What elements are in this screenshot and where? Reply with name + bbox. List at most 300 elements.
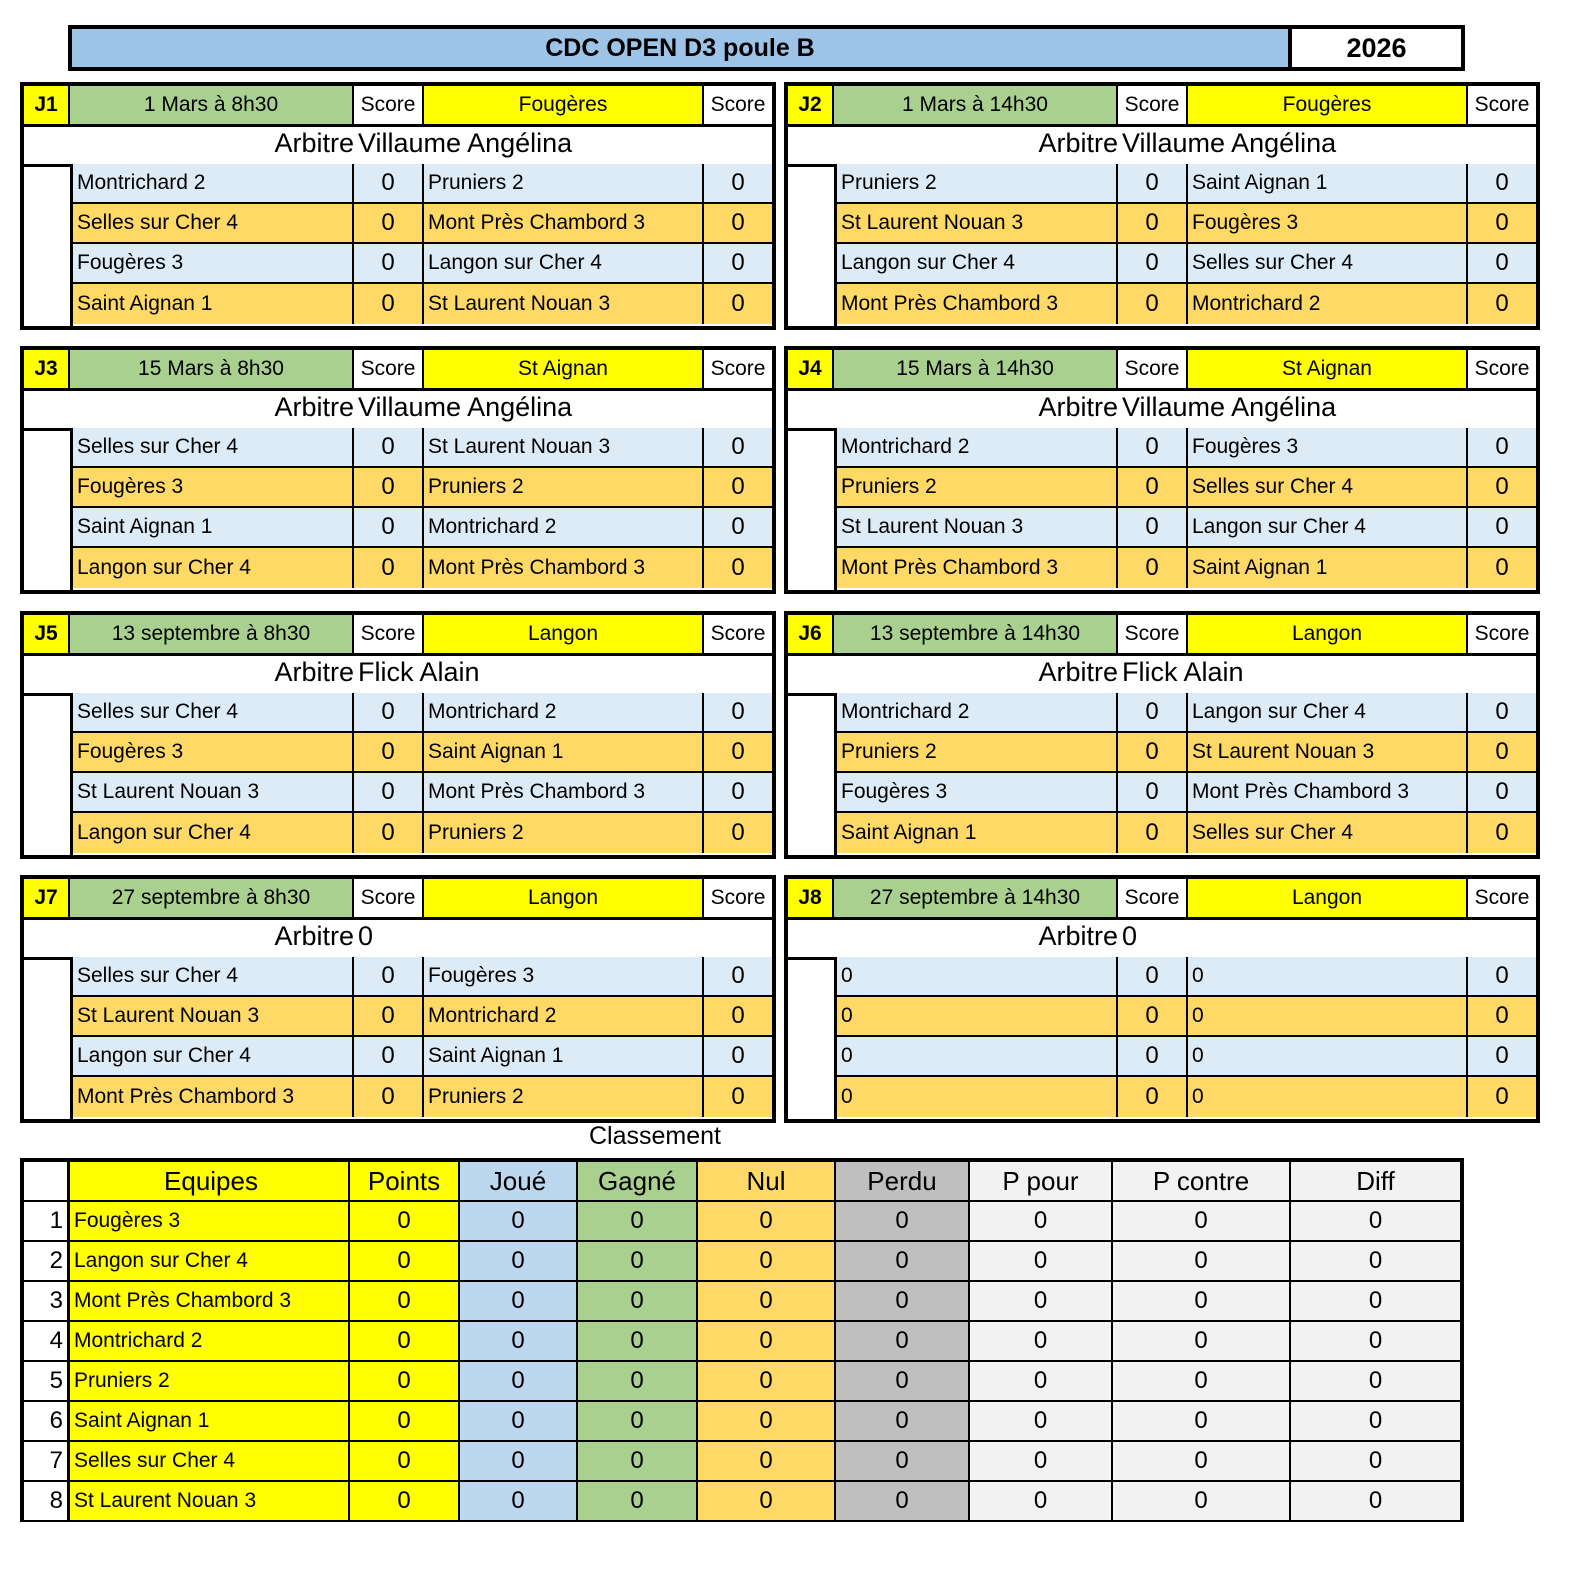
ranking-header-8: P contre: [1113, 1162, 1291, 1200]
ranking-team: Montrichard 2: [70, 1322, 350, 1360]
ranking-header-7: P pour: [970, 1162, 1113, 1200]
ranking-value: 0: [350, 1402, 460, 1440]
match-day-number: J3: [24, 350, 70, 388]
home-team: St Laurent Nouan 3: [73, 773, 354, 811]
ranking-value: 0: [1113, 1202, 1291, 1240]
ranking-value: 0: [460, 1322, 578, 1360]
ranking-value: 0: [460, 1202, 578, 1240]
ranking-value: 0: [578, 1362, 698, 1400]
away-team: Selles sur Cher 4: [1188, 813, 1468, 853]
match-row: [837, 244, 1536, 284]
match-day-date: 27 septembre à 8h30: [70, 879, 354, 917]
home-score[interactable]: 0: [354, 204, 424, 242]
away-team: 0: [1188, 957, 1468, 995]
match-row: [73, 468, 772, 508]
match-row: [837, 204, 1536, 244]
score-header: Score: [1468, 615, 1536, 653]
away-score[interactable]: 0: [1495, 778, 1509, 805]
match-day-date: 15 Mars à 8h30: [70, 350, 354, 388]
away-score[interactable]: 0: [731, 698, 745, 725]
match-day-number: J4: [788, 350, 834, 388]
referee-name: Flick Alain: [1122, 657, 1244, 687]
score-header: Score: [354, 86, 424, 124]
home-score[interactable]: 0: [354, 997, 424, 1035]
home-team: Pruniers 2: [837, 733, 1118, 771]
match-row: [73, 244, 772, 284]
ranking-value: 0: [970, 1402, 1113, 1440]
home-score[interactable]: 0: [1118, 204, 1188, 242]
referee-name: Villaume Angélina: [1122, 128, 1337, 158]
away-team: Langon sur Cher 4: [424, 244, 704, 282]
ranking-row: [24, 1402, 1460, 1442]
home-team: Selles sur Cher 4: [73, 204, 354, 242]
ranking-value: 0: [698, 1322, 836, 1360]
ranking-value: 0: [970, 1202, 1113, 1240]
score-header: Score: [354, 350, 424, 388]
score-header: Score: [704, 86, 772, 124]
ranking-team: Selles sur Cher 4: [70, 1442, 350, 1480]
away-score[interactable]: 0: [731, 1083, 745, 1110]
home-team: Fougères 3: [73, 244, 354, 282]
match-row: [73, 204, 772, 244]
home-score[interactable]: 0: [354, 693, 424, 731]
score-header: Score: [1118, 879, 1188, 917]
match-row: [837, 773, 1536, 813]
match-row: [73, 813, 772, 853]
away-team: Fougères 3: [1188, 204, 1468, 242]
ranking-value: 0: [1291, 1282, 1460, 1320]
away-score[interactable]: 0: [731, 169, 745, 196]
ranking-value: 0: [836, 1402, 970, 1440]
away-score[interactable]: 0: [1495, 249, 1509, 276]
away-score[interactable]: 0: [1495, 819, 1509, 846]
ranking-header-5: Nul: [698, 1162, 836, 1200]
away-team: Pruniers 2: [424, 468, 704, 506]
ranking-value: 0: [836, 1202, 970, 1240]
year-label: 2026: [1292, 25, 1465, 71]
home-score[interactable]: 0: [354, 957, 424, 995]
match-day-date: 13 septembre à 14h30: [834, 615, 1118, 653]
ranking-position: 1: [24, 1202, 70, 1240]
referee-label: Arbitre: [274, 128, 354, 158]
home-team: Montrichard 2: [837, 428, 1118, 466]
home-score[interactable]: 0: [1118, 957, 1188, 995]
ranking-value: 0: [970, 1322, 1113, 1360]
match-row: [837, 164, 1536, 204]
match-day-number: J5: [24, 615, 70, 653]
ranking-team: Saint Aignan 1: [70, 1402, 350, 1440]
matches-list: [834, 428, 1536, 590]
referee-row: [788, 653, 1536, 696]
score-header: Score: [1118, 615, 1188, 653]
match-day-header: [24, 86, 772, 127]
match-row: [73, 957, 772, 997]
referee-label: Arbitre: [1038, 392, 1118, 422]
match-row: [837, 428, 1536, 468]
ranking-value: 0: [350, 1242, 460, 1280]
away-score[interactable]: 0: [731, 819, 745, 846]
ranking-row: [24, 1362, 1460, 1402]
home-score[interactable]: 0: [1118, 508, 1188, 546]
home-score[interactable]: 0: [354, 164, 424, 202]
score-header: Score: [704, 615, 772, 653]
away-team: Montrichard 2: [424, 997, 704, 1035]
ranking-team: Pruniers 2: [70, 1362, 350, 1400]
ranking-header-4: Gagné: [578, 1162, 698, 1200]
matches-list: [70, 693, 772, 855]
away-team: Mont Près Chambord 3: [424, 773, 704, 811]
away-score[interactable]: 0: [1495, 513, 1509, 540]
away-team: 0: [1188, 1037, 1468, 1075]
home-team: Montrichard 2: [837, 693, 1118, 731]
away-score[interactable]: 0: [731, 209, 745, 236]
match-day-date: 15 Mars à 14h30: [834, 350, 1118, 388]
match-day-date: 1 Mars à 14h30: [834, 86, 1118, 124]
home-score[interactable]: 0: [1118, 244, 1188, 282]
home-team: Montrichard 2: [73, 164, 354, 202]
referee-name: 0: [358, 921, 374, 951]
match-row: [73, 548, 772, 588]
match-day-j4: [784, 346, 1540, 594]
home-score[interactable]: 0: [1118, 813, 1188, 853]
ranking-value: 0: [460, 1402, 578, 1440]
away-score[interactable]: 0: [1495, 1002, 1509, 1029]
referee-row: [24, 917, 772, 960]
score-header: Score: [354, 615, 424, 653]
ranking-header-9: Diff: [1291, 1162, 1460, 1200]
ranking-value: 0: [350, 1482, 460, 1520]
away-team: Pruniers 2: [424, 813, 704, 853]
match-day-date: 27 septembre à 14h30: [834, 879, 1118, 917]
away-team: Selles sur Cher 4: [1188, 468, 1468, 506]
away-score[interactable]: 0: [731, 249, 745, 276]
ranking-row: [24, 1442, 1460, 1482]
home-team: Saint Aignan 1: [837, 813, 1118, 853]
ranking-row: [24, 1242, 1460, 1282]
home-score[interactable]: 0: [1118, 428, 1188, 466]
away-team: 0: [1188, 997, 1468, 1035]
ranking-value: 0: [698, 1362, 836, 1400]
ranking-position: 5: [24, 1362, 70, 1400]
match-day-j3: [20, 346, 776, 594]
home-score[interactable]: 0: [354, 1037, 424, 1075]
match-day-venue: Fougères: [1188, 86, 1468, 124]
home-team: Fougères 3: [837, 773, 1118, 811]
away-team: Fougères 3: [424, 957, 704, 995]
match-day-venue: Langon: [424, 615, 704, 653]
away-score[interactable]: 0: [731, 778, 745, 805]
ranking-value: 0: [836, 1442, 970, 1480]
ranking-value: 0: [350, 1362, 460, 1400]
match-day-j7: [20, 875, 776, 1123]
ranking-value: 0: [836, 1482, 970, 1520]
ranking-value: 0: [460, 1442, 578, 1480]
ranking-team: Mont Près Chambord 3: [70, 1282, 350, 1320]
ranking-value: 0: [836, 1322, 970, 1360]
match-row: [837, 733, 1536, 773]
home-team: Saint Aignan 1: [73, 508, 354, 546]
away-score[interactable]: 0: [731, 1002, 745, 1029]
match-row: [73, 1077, 772, 1117]
ranking-header-1: Equipes: [70, 1162, 350, 1200]
match-row: [837, 693, 1536, 733]
match-row: [837, 997, 1536, 1037]
ranking-position: 4: [24, 1322, 70, 1360]
ranking-position: 6: [24, 1402, 70, 1440]
ranking-value: 0: [460, 1362, 578, 1400]
home-team: 0: [837, 1037, 1118, 1075]
home-score[interactable]: 0: [354, 284, 424, 324]
away-team: Saint Aignan 1: [1188, 164, 1468, 202]
match-row: [73, 997, 772, 1037]
match-row: [73, 508, 772, 548]
away-score[interactable]: 0: [1495, 554, 1509, 581]
match-day-header: [24, 615, 772, 656]
home-score[interactable]: 0: [1118, 468, 1188, 506]
match-day-number: J8: [788, 879, 834, 917]
ranking-value: 0: [1113, 1362, 1291, 1400]
score-header: Score: [704, 879, 772, 917]
home-score[interactable]: 0: [354, 508, 424, 546]
away-score[interactable]: 0: [1495, 433, 1509, 460]
away-score[interactable]: 0: [1495, 1042, 1509, 1069]
home-team: Saint Aignan 1: [73, 284, 354, 324]
match-day-j6: [784, 611, 1540, 859]
home-score[interactable]: 0: [1118, 733, 1188, 771]
ranking-value: 0: [836, 1282, 970, 1320]
match-day-venue: Langon: [1188, 615, 1468, 653]
score-header: Score: [704, 350, 772, 388]
home-team: Fougères 3: [73, 733, 354, 771]
home-score[interactable]: 0: [1118, 164, 1188, 202]
home-score[interactable]: 0: [354, 548, 424, 588]
ranking-value: 0: [350, 1282, 460, 1320]
away-team: Montrichard 2: [424, 508, 704, 546]
match-day-j5: [20, 611, 776, 859]
away-team: Mont Près Chambord 3: [424, 204, 704, 242]
match-day-venue: Fougères: [424, 86, 704, 124]
match-day-date: 13 septembre à 8h30: [70, 615, 354, 653]
score-header: Score: [1118, 86, 1188, 124]
match-day-venue: Langon: [1188, 879, 1468, 917]
home-team: Langon sur Cher 4: [837, 244, 1118, 282]
away-team: St Laurent Nouan 3: [424, 428, 704, 466]
away-score[interactable]: 0: [1495, 290, 1509, 317]
matches-list: [834, 693, 1536, 855]
away-score[interactable]: 0: [731, 513, 745, 540]
away-score[interactable]: 0: [1495, 738, 1509, 765]
ranking-value: 0: [836, 1362, 970, 1400]
match-row: [837, 508, 1536, 548]
match-day-date: 1 Mars à 8h30: [70, 86, 354, 124]
match-day-number: J7: [24, 879, 70, 917]
match-row: [837, 1077, 1536, 1117]
match-row: [837, 813, 1536, 853]
away-team: St Laurent Nouan 3: [1188, 733, 1468, 771]
home-team: Mont Près Chambord 3: [837, 548, 1118, 588]
referee-name: Villaume Angélina: [358, 128, 573, 158]
ranking-value: 0: [578, 1242, 698, 1280]
ranking-row: [24, 1482, 1460, 1520]
home-team: St Laurent Nouan 3: [73, 997, 354, 1035]
matches-list: [70, 957, 772, 1119]
ranking-value: 0: [350, 1322, 460, 1360]
ranking-value: 0: [578, 1442, 698, 1480]
away-score[interactable]: 0: [731, 1042, 745, 1069]
home-team: 0: [837, 997, 1118, 1035]
match-day-header: [788, 350, 1536, 391]
ranking-value: 0: [460, 1282, 578, 1320]
match-day-venue: St Aignan: [424, 350, 704, 388]
match-day-header: [788, 615, 1536, 656]
ranking-header-3: Joué: [460, 1162, 578, 1200]
ranking-team: St Laurent Nouan 3: [70, 1482, 350, 1520]
match-day-j8: [784, 875, 1540, 1123]
match-row: [73, 164, 772, 204]
home-score[interactable]: 0: [1118, 548, 1188, 588]
referee-label: Arbitre: [274, 392, 354, 422]
home-score[interactable]: 0: [1118, 773, 1188, 811]
referee-name: Villaume Angélina: [1122, 392, 1337, 422]
ranking-header-2: Points: [350, 1162, 460, 1200]
score-header: Score: [1468, 86, 1536, 124]
away-score[interactable]: 0: [731, 554, 745, 581]
home-score[interactable]: 0: [354, 244, 424, 282]
ranking-value: 0: [578, 1322, 698, 1360]
home-team: St Laurent Nouan 3: [837, 508, 1118, 546]
away-team: Pruniers 2: [424, 1077, 704, 1117]
match-row: [73, 428, 772, 468]
away-score[interactable]: 0: [1495, 1083, 1509, 1110]
page-title: CDC OPEN D3 poule B: [68, 25, 1292, 71]
away-team: Fougères 3: [1188, 428, 1468, 466]
away-score[interactable]: 0: [1495, 473, 1509, 500]
ranking-value: 0: [970, 1362, 1113, 1400]
ranking-row: [24, 1322, 1460, 1362]
ranking-value: 0: [578, 1482, 698, 1520]
match-day-header: [788, 86, 1536, 127]
away-team: Selles sur Cher 4: [1188, 244, 1468, 282]
ranking-header-row: [24, 1162, 1460, 1202]
referee-row: [788, 917, 1536, 960]
referee-row: [24, 124, 772, 167]
match-row: [73, 733, 772, 773]
match-row: [837, 284, 1536, 324]
ranking-value: 0: [1291, 1322, 1460, 1360]
ranking-value: 0: [970, 1242, 1113, 1280]
home-score[interactable]: 0: [354, 733, 424, 771]
away-score[interactable]: 0: [731, 962, 745, 989]
away-score[interactable]: 0: [731, 473, 745, 500]
ranking-position: 3: [24, 1282, 70, 1320]
away-team: Mont Près Chambord 3: [424, 548, 704, 588]
score-header: Score: [1118, 350, 1188, 388]
ranking-value: 0: [1113, 1402, 1291, 1440]
away-score[interactable]: 0: [1495, 698, 1509, 725]
score-header: Score: [1468, 350, 1536, 388]
ranking-value: 0: [350, 1202, 460, 1240]
away-score[interactable]: 0: [731, 433, 745, 460]
score-header: Score: [1468, 879, 1536, 917]
ranking-team: Fougères 3: [70, 1202, 350, 1240]
ranking-value: 0: [1291, 1242, 1460, 1280]
home-score[interactable]: 0: [1118, 997, 1188, 1035]
referee-name: Villaume Angélina: [358, 392, 573, 422]
match-day-number: J6: [788, 615, 834, 653]
ranking-value: 0: [460, 1242, 578, 1280]
ranking-value: 0: [1113, 1242, 1291, 1280]
home-team: St Laurent Nouan 3: [837, 204, 1118, 242]
away-score[interactable]: 0: [731, 290, 745, 317]
ranking-value: 0: [698, 1202, 836, 1240]
home-score[interactable]: 0: [354, 428, 424, 466]
ranking-value: 0: [1291, 1442, 1460, 1480]
match-day-number: J1: [24, 86, 70, 124]
ranking-value: 0: [698, 1442, 836, 1480]
home-score[interactable]: 0: [1118, 284, 1188, 324]
referee-name: Flick Alain: [358, 657, 480, 687]
home-score[interactable]: 0: [1118, 1037, 1188, 1075]
away-score[interactable]: 0: [1495, 209, 1509, 236]
home-score[interactable]: 0: [1118, 693, 1188, 731]
ranking-value: 0: [698, 1282, 836, 1320]
away-score[interactable]: 0: [1495, 169, 1509, 196]
home-team: Selles sur Cher 4: [73, 428, 354, 466]
ranking-value: 0: [1291, 1482, 1460, 1520]
home-team: Mont Près Chambord 3: [837, 284, 1118, 324]
away-team: Langon sur Cher 4: [1188, 693, 1468, 731]
away-team: St Laurent Nouan 3: [424, 284, 704, 324]
referee-label: Arbitre: [1038, 657, 1118, 687]
score-header: Score: [354, 879, 424, 917]
referee-row: [788, 124, 1536, 167]
ranking-value: 0: [698, 1242, 836, 1280]
ranking-value: 0: [970, 1482, 1113, 1520]
home-team: 0: [837, 957, 1118, 995]
home-team: Mont Près Chambord 3: [73, 1077, 354, 1117]
matches-list: [834, 164, 1536, 326]
matches-list: [70, 428, 772, 590]
home-score[interactable]: 0: [354, 1077, 424, 1117]
match-row: [837, 1037, 1536, 1077]
referee-label: Arbitre: [274, 657, 354, 687]
match-row: [837, 468, 1536, 508]
match-row: [837, 548, 1536, 588]
home-score[interactable]: 0: [354, 773, 424, 811]
ranking-value: 0: [1113, 1442, 1291, 1480]
ranking-table: [20, 1158, 1464, 1522]
away-score[interactable]: 0: [1495, 962, 1509, 989]
referee-label: Arbitre: [1038, 921, 1118, 951]
away-score[interactable]: 0: [731, 738, 745, 765]
ranking-value: 0: [1291, 1202, 1460, 1240]
ranking-team: Langon sur Cher 4: [70, 1242, 350, 1280]
home-team: 0: [837, 1077, 1118, 1117]
ranking-value: 0: [1113, 1482, 1291, 1520]
home-score[interactable]: 0: [354, 813, 424, 853]
home-team: Pruniers 2: [837, 164, 1118, 202]
away-team: Mont Près Chambord 3: [1188, 773, 1468, 811]
match-day-venue: Langon: [424, 879, 704, 917]
ranking-value: 0: [350, 1442, 460, 1480]
home-score[interactable]: 0: [354, 468, 424, 506]
ranking-value: 0: [698, 1402, 836, 1440]
ranking-value: 0: [578, 1202, 698, 1240]
ranking-value: 0: [836, 1242, 970, 1280]
home-score[interactable]: 0: [1118, 1077, 1188, 1117]
away-team: Langon sur Cher 4: [1188, 508, 1468, 546]
ranking-row: [24, 1282, 1460, 1322]
